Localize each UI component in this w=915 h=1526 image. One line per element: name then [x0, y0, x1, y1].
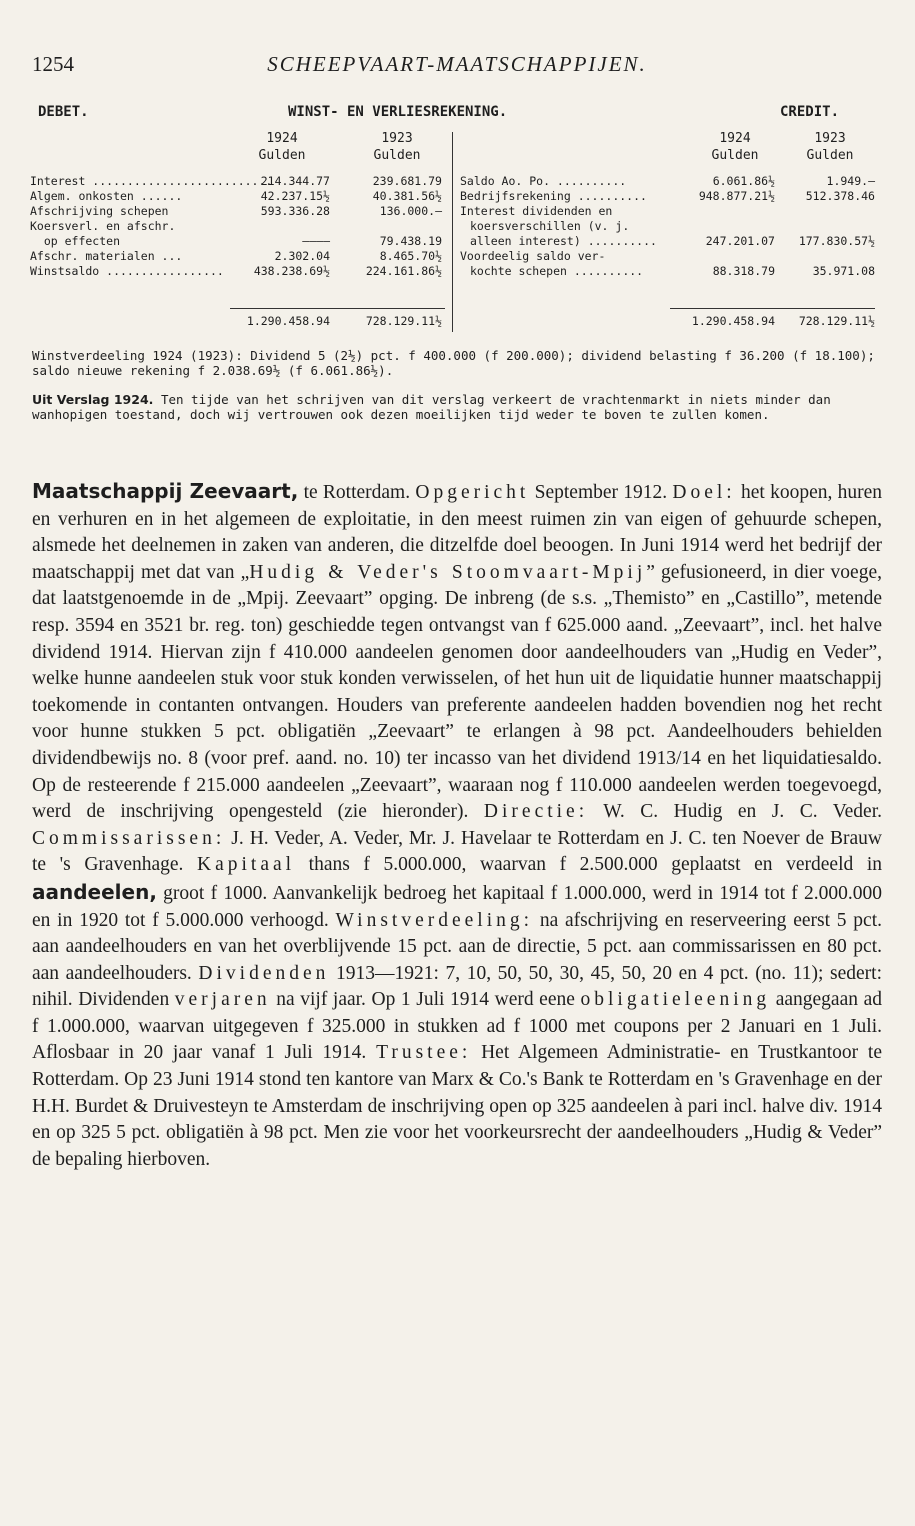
verjaren-label: verjaren [174, 989, 271, 1011]
col-header-credit-1924: 1924 Gulden [711, 131, 759, 163]
directie-label: Directie: [483, 801, 589, 823]
doel-label: Doel: [672, 482, 736, 503]
credit-row: koersverschillen (v. j. [470, 219, 630, 233]
article-paragraph: Maatschappij Zeevaart, te Rotterdam. Opgericht September 1912. Doel: het koopen, huren en verhuren en in het algemeen de exploitatie, in den meest ruimen zin van eigen of gehuurde schepen, alsmede het deelnemen in zaken van anderen, die ditzelfde doel beoogen. In Juni 1914 werd het bedrijf der maatschappij met dat van „Hudig & Veder's Stoomvaart-Mpij” gefusioneerd, in dier voege, dat laatstgenoemde in de „Mpij. Zeevaart” opging. De inbreng (de s.s. „Themisto” en „Castillo”, metende resp. 3594 en 3521 br. reg. ton) geschiedde tegen ontvangst van f 625.000 aand. „Zeevaart”, incl. het halve dividend 1914. Hiervan zijn f 410.000 aandeelen genomen door aandeelhouders van „Hudig en Veder”, welke hunne aandeelen stuk voor stuk konden verwisselen, of het hun uit de liquidatie hunner maatschappij toekomende in contanten ontvangen. Houders van preferente aandeelen hadden bovendien nog het recht voor hunne stukken 5 pct. obligatiën „Zeevaart” te erlangen à 98 pct. Aandeelhouders behielden dividendbewijs no. 8 (voor pref. aand. no. 10) ter incasso van het dividend 1913/14 en het liquidatiesaldo. Op de resteerende f 215.000 aandeelen „Zeevaart”, waaraan nog f 110.000 aandeelen werden toegevoegd, werd de inschrijving opengesteld (zie hieronder). Directie: W. C. Hudig en J. C. Veder. Commissarissen: J. H. Veder, A. Veder, Mr. J. Havelaar te Rotterdam en J. C. ten Noever de Brauw te 's Gravenhage. Kapitaal thans f 5.000.000, waarvan f 2.500.000 geplaatst en verdeeld in aandeelen, groot f 1000. Aanvankelijk bedroeg het kapitaal f 1.000.000, werd in 1914 tot f 2.000.000 en in 1920 tot f 5.000.000 verhoogd. Winstverdeeling: na afschrijving en reserveering eerst 5 pct. aan aandeelhouders en van het overblijvende 15 pct. aan de directie, 5 pct. aan commissarissen en 80 pct. aan aandeelhouders. Dividenden 1913—1921: 7, 10, 50, 50, 30, 45, 50, 20 en 4 pct. (no. 11); sedert: nihil. Dividenden verjaren na vijf jaar. Op 1 Juli 1914 werd eene obligatieleening aangegaan ad f 1.000.000, waarvan uitgegeven f 325.000 in stukken ad f 1000 met coupons per 2 Januari en 1 Juli. Aflosbaar in 20 jaar vanaf 1 Juli 1914. Trustee: Het Algemeen Administratie- en Trustkantoor te Rotterdam. Op 23 Juni 1914 stond ten kantore van Marx & Co.'s Bank te Rotterdam en 's Gravenhage en der H.H. Burdet & Druivesteyn te Amsterdam de inschrijving open op 325 aandeelen à pari incl. halve div. 1914 en op 325 5 pct. obligatiën à 98 pct. Men zie voor het voorkeursrecht der aandeelhouders „Hudig & Veder” de bepaling hierboven. [32, 479, 883, 1170]
aandeelen-label: aandeelen, [32, 879, 157, 904]
credit-row: Saldo Ao. Po. .......... 6.061.86½ 1.949.— [460, 174, 875, 188]
running-title: SCHEEPVAART-MAATSCHAPPIJEN. [267, 52, 647, 76]
debit-row: op effecten ———— 79.438.19 [30, 234, 442, 248]
verslag-note [32, 392, 880, 422]
dividenden-label: Dividenden [198, 962, 330, 984]
winstverdeeling-note: Winstverdeeling 1924 (1923): Dividend 5 (2½) pct. f 400.000 (f 200.000); dividend belasting f 36.200 (f 18.100); saldo nieuwe rekening f 2.038.69½ (f 6.061.86½). [32, 348, 875, 378]
debit-row: Interest .......................... 214.344.77 239.681.79 [30, 174, 442, 188]
totals-row: 1.290.458.94 728.129.11½ 1.290.458.94 728.129.11½ [246, 314, 875, 328]
col-header-debit-1923: 1923 Gulden [373, 131, 421, 163]
credit-row: alleen interest) .......... 247.201.07 177.830.57½ [470, 234, 875, 248]
obligatieleening-label: obligatieleening [580, 989, 771, 1011]
company-article [32, 478, 882, 1173]
profit-loss-account [30, 130, 875, 340]
debit-row: Afschrijving schepen 593.336.28 136.000.— [30, 204, 442, 218]
credit-row: Bedrijfsrekening .......... 948.877.21½ 512.378.46 [460, 189, 875, 203]
col-header-credit-1923: 1923 Gulden [806, 131, 854, 163]
debit-row: Algem. onkosten ...... 42.237.15½ 40.381.56½ [30, 189, 442, 203]
debit-row: Koersverl. en afschr. [30, 219, 176, 233]
debet-label: DEBET. [38, 104, 89, 120]
col-header-debit-1924: 1924 Gulden [258, 131, 306, 163]
kapitaal-label: Kapitaal [197, 854, 296, 876]
page-header [32, 52, 882, 82]
trustee-label: Trustee: [376, 1042, 472, 1064]
debit-sum-rule [230, 308, 445, 309]
page-number: 1254 [32, 52, 74, 76]
credit-row: Voordeelig saldo ver- [460, 249, 606, 263]
credit-label: CREDIT. [780, 104, 840, 120]
opgericht-label: Opgericht [415, 482, 530, 503]
account-title: WINST- EN VERLIESREKENING. [288, 104, 508, 120]
debit-row: Winstsaldo ................. 438.238.69½ 224.161.86½ [30, 264, 442, 278]
credit-row: Interest dividenden en [460, 204, 613, 218]
company-name: Maatschappij Zeevaart, [32, 479, 299, 503]
winstverdeeling-label: Winstverdeeling: [335, 909, 534, 931]
verslag-text: Ten tijde van het schrijven van dit verslag verkeert de vrachtenmarkt in niets minder dan wanhopigen toestand, doch wij vertrouwen ook dezen moeilijken tijd weder te boven te zullen komen. [32, 392, 831, 422]
credit-row: kochte schepen .......... 88.318.79 35.971.08 [470, 264, 875, 278]
verslag-label: Uit Verslag 1924. [32, 392, 154, 407]
credit-sum-rule [670, 308, 875, 309]
debit-row: Afschr. materialen ... 2.302.04 8.465.70½ [30, 249, 442, 263]
account-notes [32, 348, 880, 422]
commissarissen-label: Commissarissen: [32, 827, 226, 849]
hudig-veder-name: Hudig & Veder's Stoomvaart-Mpij [249, 561, 647, 583]
